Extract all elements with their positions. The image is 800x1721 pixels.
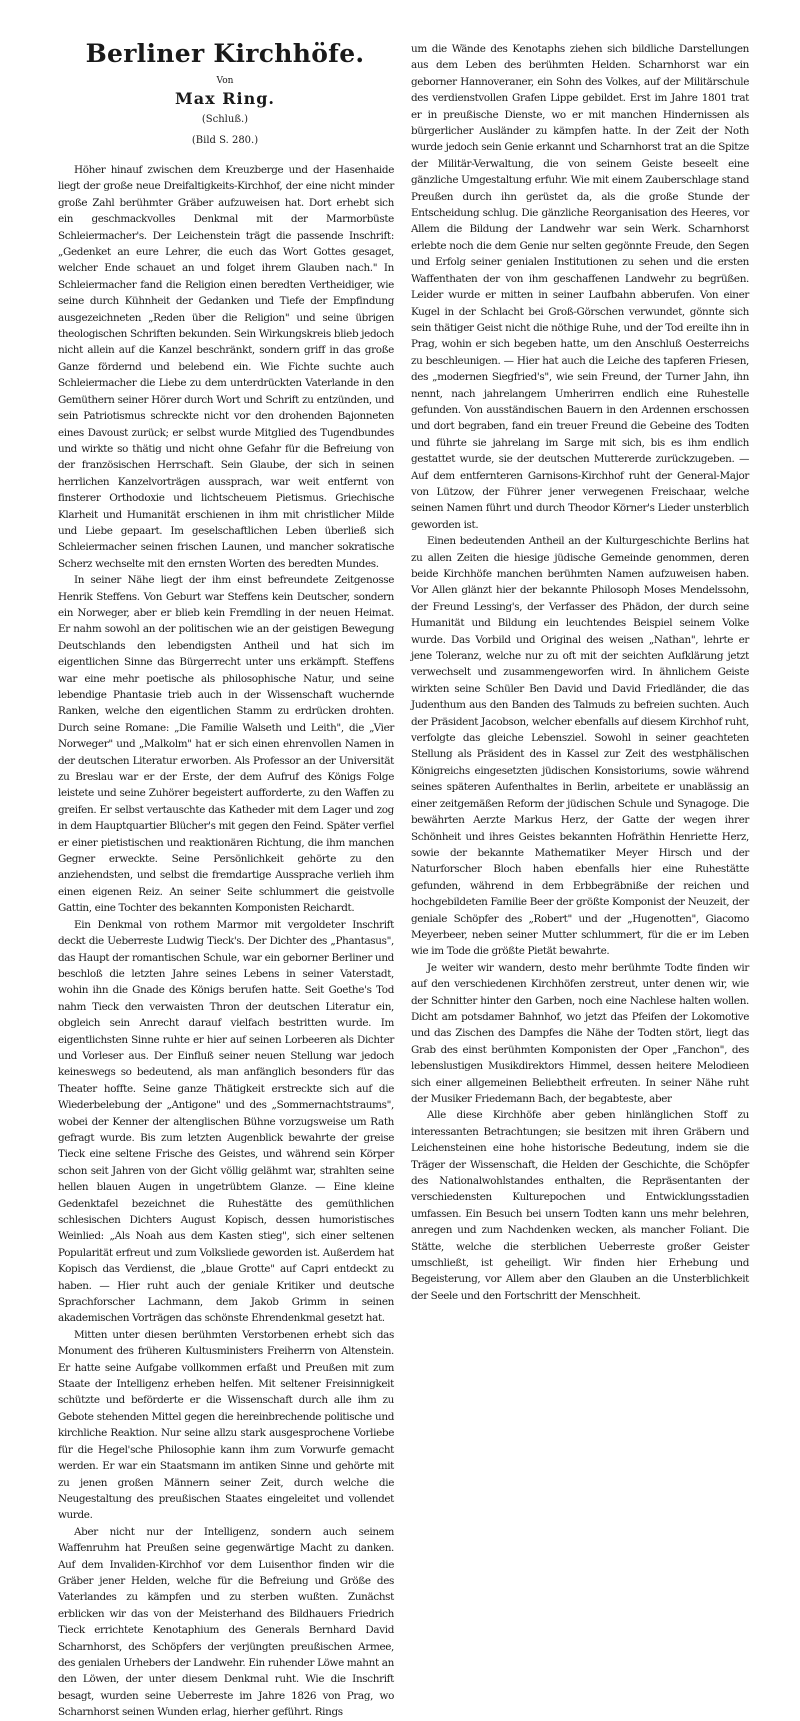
- paragraph: Ein Denkmal von rothem Marmor mit vergoldeter Inschrift deckt die Ueberreste Ludwig Tieck's. Der Dichter des „Phantasus", das Haupt der romantischen Schule, war ein geborner Berliner und beschloß die letzten Jahre seines Lebens in seiner Vaterstadt, wohin ihn die Gnade des Königs berufen hatte. Seit Goethe's Tod nahm Tieck den verwaisten Thron der deutschen Literatur ein, obgleich sein Anrecht darauf vielfach bestritten wurde. Im eigentlichsten Sinne ruhte er hier auf seinen Lorbeeren als Dichter und Vorleser aus. Der Einfluß seiner neuen Stellung war jedoch keineswegs so bedeutend, als man anfänglich besonders für das Theater hoffte. Seine ganze Thätigkeit erstreckte sich auf die Wiederbelebung der „Antigone" und des „Sommernachtstraums", wobei der Kenner der altenglischen Bühne vorzugsweise um Rath gefragt wurde. Bis zum letzten Augenblick bewahrte der greise Tieck eine seltene Frische des Geistes, und während sein Körper schon seit Jahren von der Gicht völlig gelähmt war, strahlten seine hellen blauen Augen in ungetrübtem Glanze. — Eine kleine Gedenktafel bezeichnet die Ruhestätte des gemüthlichen schlesischen Dichters August Kopisch, dessen humoristisches Weinlied: „Als Noah aus dem Kasten stieg", sich einer seltenen Popularität erfreut und zum Volksliede geworden ist. Außerdem hat Kopisch das Verdienst, die „blaue Grotte" auf Capri entdeckt zu haben. — Hier ruht auch der geniale Kritiker und deutsche Sprachforscher Lachmann, dem Jakob Grimm in seinen akademischen Vorträgen das schönste Ehrendenkmal gesetzt hat.: [58, 918, 394, 1325]
- text-column-right: [411, 41, 749, 1302]
- paragraph: Aber nicht nur der Intelligenz, sondern auch seinem Waffenruhm hat Preußen seine gegenwärtige Macht zu danken. Auf dem Invaliden-Kirchhof vor dem Luisenthor finden wir die Gräber jener Helden, welche für die Befreiung und Größe des Vaterlandes zu kämpfen und zu sterben wußten. Zunächst erblicken wir das von der Meisterhand des Bildhauers Friedrich Tieck errichtete Kenotaphium des Generals Bernhard David Scharnhorst, des Schöpfers der verjüngten preußischen Armee, des genialen Urhebers der Landwehr. Ein ruhender Löwe mahnt an den Löwen, der unter diesem Denkmal ruht. Wie die Inschrift besagt, wurden seine Ueberreste im Jahre 1826 von Prag, wo Scharnhorst seinen Wunden erlag, hierher geführt. Rings: [58, 1525, 394, 1719]
- byline-von: Von: [216, 76, 234, 86]
- article-author: Max Ring.: [175, 89, 275, 108]
- paragraph: Höher hinauf zwischen dem Kreuzberge und der Hasenhaide liegt der große neue Dreifaltigkeits-Kirchhof, der eine nicht minder große Zahl berühmter Gräber aufzuweisen hat. Dort erhebt sich ein geschmackvolles Denkmal mit der Marmorbüste Schleiermacher's. Der Leichenstein trägt die passende Inschrift: „Gedenket an eure Lehrer, die euch das Wort Gottes gesaget, welcher Ende schauet an und folget ihrem Glauben nach." In Schleiermacher fand die Religion einen beredten Vertheidiger, wie seine durch Kühnheit der Gedanken und Tiefe der Empfindung ausgezeichneten „Reden über die Religion" und seine übrigen theologischen Schriften bekunden. Sein Wirkungskreis blieb jedoch nicht allein auf die Kanzel beschränkt, sondern griff in das große Ganze fördernd und belebend ein. Wie Fichte suchte auch Schleiermacher die Liebe zu dem unterdrückten Vaterlande in den Gemüthern seiner Hörer durch Wort und Schrift zu entzünden, und sein Patriotismus schreckte nicht vor den drohenden Bajonneten eines Davoust zurück; er selbst wurde Mitglied des Tugendbundes und wirkte so thätig und nicht ohne Gefahr für die Befreiung von der französischen Herrschaft. Sein Glaube, der sich in seinen herrlichen Kanzelvorträgen aussprach, war weit entfernt von finsterer Orthodoxie und lichtscheuem Pietismus. Griechische Klarheit und Humanität erschienen in ihm mit christlicher Milde und Liebe gepaart. Im geselschaftlichen Leben überließ sich Schleiermacher seinen frischen Launen, und mancher sokratische Scherz wechselte mit den ernsten Worten des beredten Mundes.: [58, 164, 394, 570]
- article-title: Berliner Kirchhöfe.: [85, 39, 365, 68]
- picture-reference: (Bild S. 280.): [191, 135, 259, 146]
- continuation-note: (Schluß.): [201, 114, 249, 125]
- paragraph: Mitten unter diesen berühmten Verstorbenen erhebt sich das Monument des früheren Kultusministers Freiherrn von Altenstein. Er hatte seine Aufgabe vollkommen erfaßt und Preußen mit zum Staate der Intelligenz erheben helfen. Mit seltener Freisinnigkeit schützte und beförderte er die Wissenschaft durch alle ihm zu Gebote stehenden Mittel gegen die hereinbrechende politische und kirchliche Reaktion. Nur seine allzu stark ausgesprochene Vorliebe für die Hegel'sche Philosophie kann ihm zum Vorwurfe gemacht werden. Er war ein Staatsmann im antiken Sinne und gehörte mit zu jenen großen Männern seiner Zeit, durch welche die Neugestaltung des preußischen Staates eingeleitet und vollendet wurde.: [58, 1328, 394, 1522]
- paragraph: um die Wände des Kenotaphs ziehen sich bildliche Darstellungen aus dem Leben des berühmten Helden. Scharnhorst war ein geborner Hannoveraner, ein Sohn des Volkes, auf der Militärschule des verdienstvollen Grafen Lippe gebildet. Erst im Jahre 1801 trat er in preußische Dienste, wo er mit manchen Hindernissen als bürgerlicher Ausländer zu kämpfen hatte. In der Zeit der Noth wurde jedoch sein Genie erkannt und Scharnhorst trat an die Spitze der Militär-Verwaltung, die von seinem Geiste beseelt eine gänzliche Umgestaltung erfuhr. Wie mit einem Zauberschlage stand Preußen durch ihn gerüstet da, als die große Stunde der Entscheidung schlug. Die gänzliche Reorganisation des Heeres, vor Allem die Bildung der Landwehr war sein Werk. Scharnhorst erlebte noch die dem Genie nur selten gegönnte Freude, den Segen und Erfolg seiner genialen Institutionen zu sehen und die ersten Waffenthaten der von ihm geschaffenen Landwehr zu begrüßen. Leider wurde er mitten in seiner Laufbahn abberufen. Von einer Kugel in der Schlacht bei Groß-Görschen verwundet, gönnte sich sein thätiger Geist nicht die nöthige Ruhe, und der Tod ereilte ihn in Prag, wohin er sich begeben hatte, um den Anschluß Oesterreichs zu beschleunigen. — Hier hat auch die Leiche des tapferen Friesen, des „modernen Siegfried's", wie sein Freund, der Turner Jahn, ihn nennt, nach jahrelangem Umherirren endlich eine Ruhestelle gefunden. Von ausständischen Bauern in den Ardennen erschossen und dort begraben, fand ein treuer Freund die Gebeine des Todten und führte sie jahrelang im Sarge mit sich, bis es ihm endlich gestattet wurde, sie der deutschen Muttererde zurückzugeben. — Auf dem entfernteren Garnisons-Kirchhof ruht der General-Major von Lützow, der Führer jener verwegenen Freischaar, welche seinen Namen führt und durch Theodor Körner's Lieder unsterblich geworden ist.: [411, 43, 749, 531]
- paragraph: Einen bedeutenden Antheil an der Kulturgeschichte Berlins hat zu allen Zeiten die hiesige jüdische Gemeinde genommen, deren beide Kirchhöfe manchen berühmten Namen aufzuweisen haben. Vor Allen glänzt hier der bekannte Philosoph Moses Mendelssohn, der Freund Lessing's, der Verfasser des Phädon, der durch seine Humanität und Bildung ein leuchtendes Beispiel seinem Volke wurde. Das Vorbild und Original des weisen „Nathan", lehrte er jene Toleranz, welche nur zu oft mit der seichten Aufklärung jetzt verwechselt und zusammengeworfen wird. In ähnlichem Geiste wirkten seine Schüler Ben David und David Friedländer, die das Judenthum aus den Banden des Talmuds zu befreien suchten. Auch der Präsident Jacobson, welcher ebenfalls auf diesem Kirchhof ruht, verfolgte das gleiche Lebensziel. Sowohl in seiner geachteten Stellung als Präsident des in Kassel zur Zeit des westphälischen Königreichs eingesetzten jüdischen Konsistoriums, sowie während seines späteren Aufenthaltes in Berlin, arbeitete er unablässig an einer zeitgemäßen Reform der jüdischen Schule und Synagoge. Die bewährten Aerzte Markus Herz, der Gatte der wegen ihrer Schönheit und ihres Geistes bekannten Hofräthin Henriette Herz, sowie der bekannte Mathematiker Meyer Hirsch und der Naturforscher Bloch haben ebenfalls hier eine Ruhestätte gefunden, während in dem Erbbegräbniße der reichen und hochgebildeten Familie Beer der größte Komponist der Neuzeit, der geniale Schöpfer des „Robert" und der „Hugenotten", Giacomo Meyerbeer, neben seiner Mutter schlummert, für die er im Leben wie im Tode die größte Pietät bewahrte.: [411, 535, 749, 958]
- article-header: [60, 38, 390, 147]
- paragraph: Alle diese Kirchhöfe aber geben hinlänglichen Stoff zu interessanten Betrachtungen; sie besitzen mit ihren Gräbern und Leichensteinen eine hohe historische Bedeutung, indem sie die Träger der Wissenschaft, die Helden der Geschichte, die Schöpfer des Nationalwohlstandes enthalten, die Repräsentanten der verschiedensten Kulturepochen und Entwicklungsstadien umfassen. Ein Besuch bei unsern Todten kann uns mehr belehren, anregen und zum Nachdenken wecken, als mancher Foliant. Die Stätte, welche die sterblichen Ueberreste großer Geister umschließt, ist geheiligt. Wir finden hier Erhebung und Begeisterung, vor Allem aber den Glauben an die Unsterblichkeit der Seele und den Fortschritt der Menschheit.: [411, 1109, 749, 1302]
- paragraph: In seiner Nähe liegt der ihm einst befreundete Zeitgenosse Henrik Steffens. Von Geburt war Steffens kein Deutscher, sondern ein Norweger, aber er blieb kein Fremdling in der neuen Heimat. Er nahm sowohl an der politischen wie an der geistigen Bewegung Deutschlands den lebendigsten Antheil und hat sich im eigentlichen Sinne das Bürgerrecht unter uns erkämpft. Steffens war eine mehr poetische als philosophische Natur, und seine lebendige Phantasie trieb auch in der Wissenschaft wuchernde Ranken, welche den eigentlichen Stamm zu erdrücken drohten. Durch seine Romane: „Die Familie Walseth und Leith", die „Vier Norweger" und „Malkolm" hat er sich einen ehrenvollen Namen in der deutschen Literatur erworben. Als Professor an der Universität zu Breslau war er der Erste, der dem Aufruf des Königs Folge leistete und seine Zuhörer begeistert aufforderte, zu den Waffen zu greifen. Er selbst vertauschte das Katheder mit dem Lager und zog in dem Hauptquartier Blücher's mit gegen den Feind. Später verfiel er einer pietistischen und reaktionären Richtung, die ihm manchen Gegner erweckte. Seine Persönlichkeit gehörte zu den anziehendsten, und selbst die fremdartige Aussprache verlieh ihm einen eigenen Reiz. An seiner Seite schlummert die geistvolle Gattin, eine Tochter des bekannten Komponisten Reichardt.: [58, 574, 394, 915]
- text-column-left: [58, 162, 394, 1719]
- paragraph: Je weiter wir wandern, desto mehr berühmte Todte finden wir auf den verschiedenen Kirchhöfen zerstreut, unter denen wir, wie der Schnitter hinter den Garben, noch eine Nachlese halten wollen. Dicht am potsdamer Bahnhof, wo jetzt das Pfeifen der Lokomotive und das Zischen des Dampfes die Nähe der Todten stört, liegt das Grab des einst berühmten Komponisten der Oper „Fanchon", des lebenslustigen Musikdirektors Himmel, dessen heitere Melodieen sich einer allgemeinen Beliebtheit erfreuten. In seiner Nähe ruht der Musiker Friedemann Bach, der begabteste, aber: [411, 961, 749, 1105]
